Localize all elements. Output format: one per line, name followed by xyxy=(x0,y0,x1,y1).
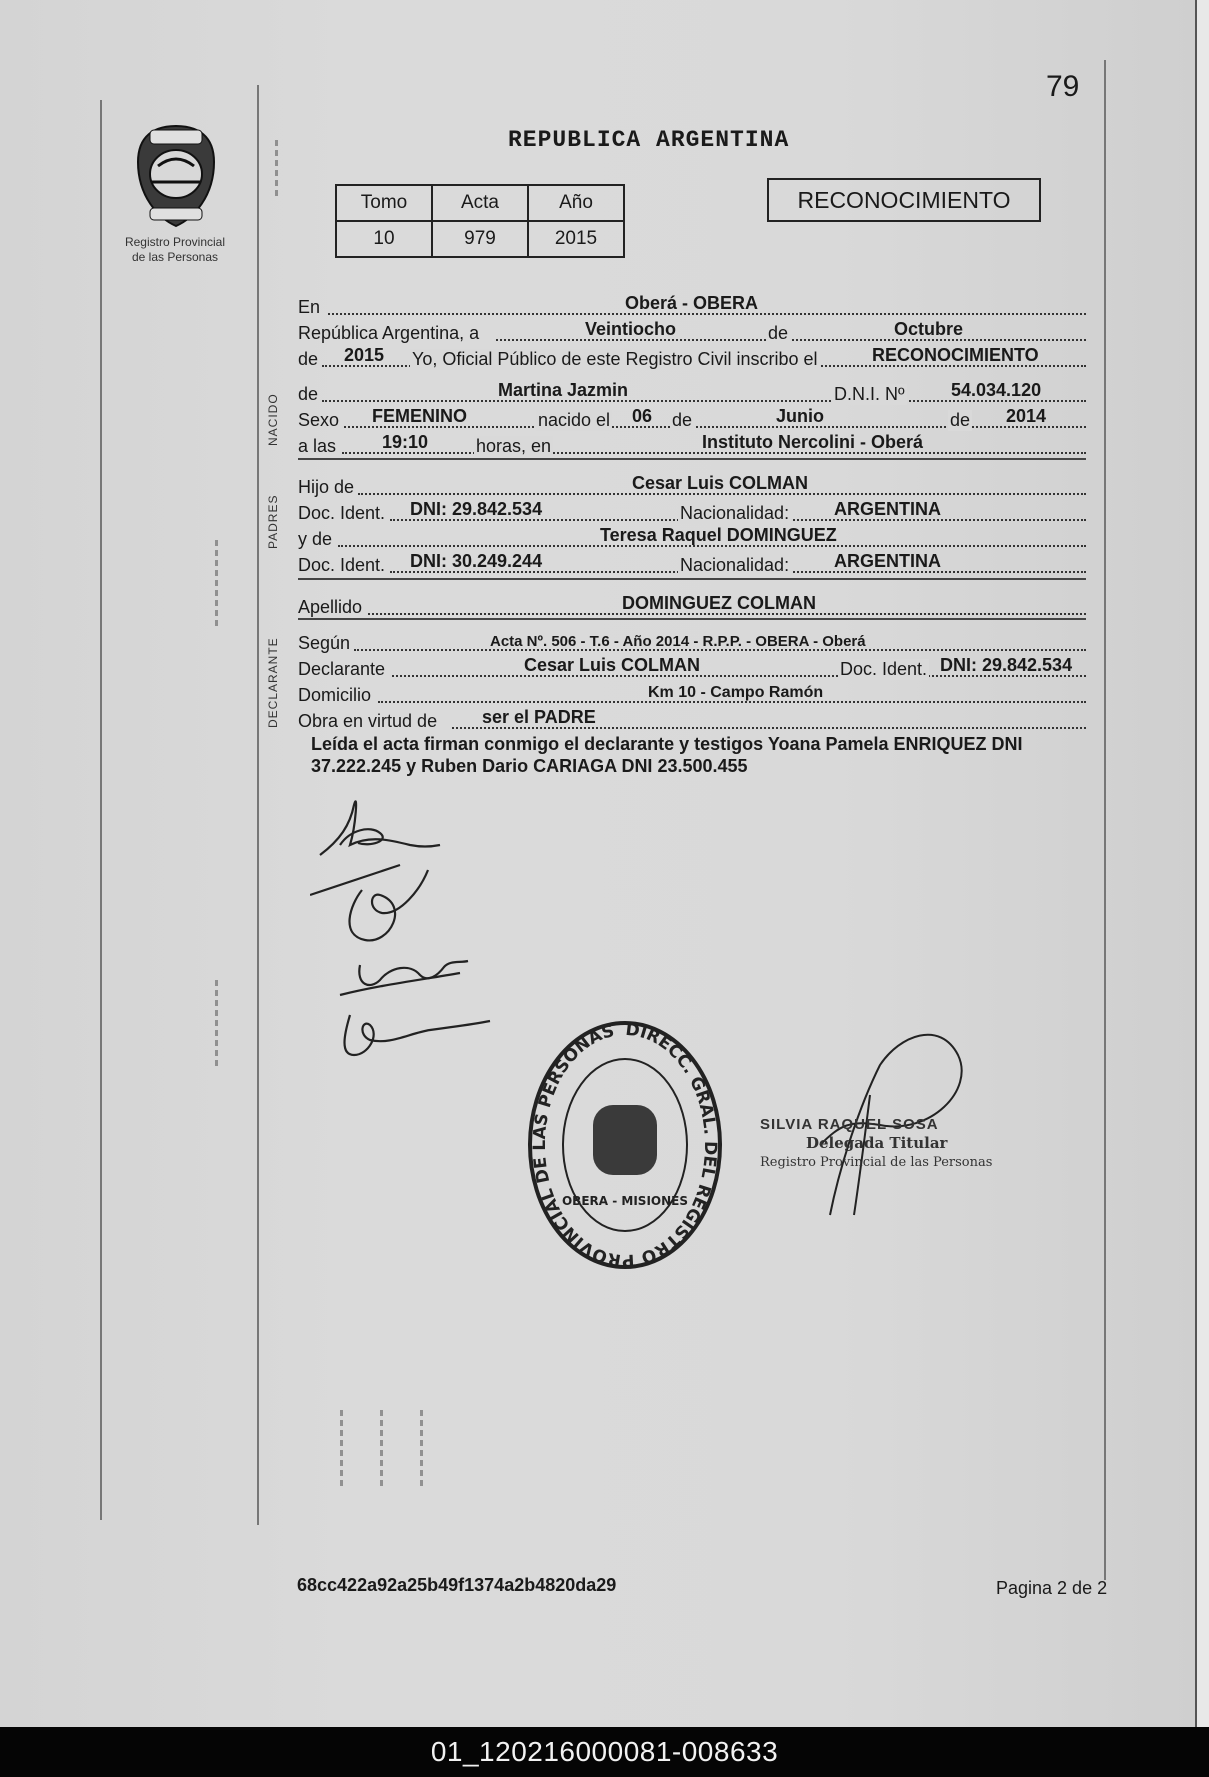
field-nac-mes: Junio xyxy=(776,406,824,426)
label-nacionalidad: Nacionalidad: xyxy=(680,555,790,575)
field-dia: Veintiocho xyxy=(585,319,677,339)
row-domicilio xyxy=(298,682,1086,706)
scan-artifact xyxy=(380,1410,383,1490)
label-de: de xyxy=(298,384,319,404)
row-lugar xyxy=(298,294,1086,318)
label-horas-en: horas, en xyxy=(476,436,552,456)
document-type-box: RECONOCIMIENTO xyxy=(767,178,1041,222)
field-anio: 2015 xyxy=(344,345,385,365)
field-madre-nacionalidad: ARGENTINA xyxy=(834,551,941,571)
field-apellido: DOMINGUEZ COLMAN xyxy=(622,593,816,613)
side-label-declarante: DECLARANTE xyxy=(266,637,280,728)
field-declarante-doc: DNI: 29.842.534 xyxy=(940,655,1073,675)
official-name: SILVIA RAQUEL SOSA xyxy=(760,1116,939,1133)
field-mes: Octubre xyxy=(894,319,964,339)
field-nac-dia: 06 xyxy=(632,406,653,426)
field-declarante: Cesar Luis COLMAN xyxy=(524,655,701,675)
label-domicilio: Domicilio xyxy=(298,685,372,705)
field-padre: Cesar Luis COLMAN xyxy=(632,473,809,493)
table-header-anio: Año xyxy=(528,185,624,221)
label-en: En xyxy=(298,297,321,317)
scan-artifact xyxy=(420,1410,423,1490)
field-nombre: Martina Jazmin xyxy=(498,380,629,400)
field-madre: Teresa Raquel DOMINGUEZ xyxy=(600,525,837,545)
seal-inner-text: OBERA - MISIONES xyxy=(561,1194,689,1208)
label-apellido: Apellido xyxy=(298,597,363,617)
row-declarante xyxy=(298,656,1086,680)
separator xyxy=(298,578,1086,580)
row-obra xyxy=(298,708,1086,732)
row-madre xyxy=(298,526,1086,550)
label-de: de xyxy=(298,349,319,369)
tomo-acta-table xyxy=(335,184,625,258)
label-obra: Obra en virtud de xyxy=(298,711,438,731)
scan-artifact xyxy=(275,140,278,200)
official-office: Registro Provincial de las Personas xyxy=(760,1155,993,1170)
scanner-edge xyxy=(1195,0,1209,1727)
label-republica: República Argentina, a xyxy=(298,323,480,343)
seal-outer-text: DIRECC. GRAL. DEL REGISTRO PROVINCIAL DE LAS PERSONAS xyxy=(529,1019,721,1271)
margin-line-right xyxy=(1104,60,1106,1580)
scan-artifact xyxy=(340,1410,343,1490)
field-sexo: FEMENINO xyxy=(372,406,468,426)
label-oficial: Yo, Oficial Público de este Registro Civil inscribo el xyxy=(412,349,818,369)
margin-line-inner xyxy=(257,85,259,1525)
separator xyxy=(298,618,1086,620)
row-apellido xyxy=(298,594,1086,618)
scan-artifact xyxy=(215,980,218,1070)
label-a-las: a las xyxy=(298,436,337,456)
label-dni: D.N.I. Nº xyxy=(834,384,905,404)
label-y-de: y de xyxy=(298,529,333,549)
scan-id-bar: 01_120216000081-008633 xyxy=(0,1727,1209,1777)
label-doc-ident: Doc. Ident. xyxy=(298,503,386,523)
table-value-acta: 979 xyxy=(432,221,528,257)
witness-signatures xyxy=(310,785,510,1075)
row-fecha xyxy=(298,320,1086,344)
logo-caption-line1: Registro Provincial xyxy=(124,235,226,249)
label-hijo-de: Hijo de xyxy=(298,477,355,497)
closing-statement: Leída el acta firman conmigo el declarante y testigos Yoana Pamela ENRIQUEZ DNI 37.222.245 y Ruben Dario CARIAGA DNI 23.500.455 xyxy=(311,734,1023,776)
label-segun: Según xyxy=(298,633,351,653)
official-title: Delegada Titular xyxy=(806,1134,948,1152)
country-title: REPUBLICA ARGENTINA xyxy=(508,127,790,153)
table-value-tomo: 10 xyxy=(336,221,432,257)
table-header-acta: Acta xyxy=(432,185,528,221)
margin-line-left xyxy=(100,100,102,1520)
scan-artifact xyxy=(215,540,218,630)
label-doc-ident: Doc. Ident. xyxy=(840,659,928,679)
label-sexo: Sexo xyxy=(298,410,340,430)
row-segun xyxy=(298,630,1086,654)
field-dni: 54.034.120 xyxy=(951,380,1042,400)
field-tipo: RECONOCIMIENTO xyxy=(872,345,1039,365)
page-number: 79 xyxy=(1046,70,1080,103)
field-obra: ser el PADRE xyxy=(482,707,596,727)
label-declarante: Declarante xyxy=(298,659,386,679)
label-nacionalidad: Nacionalidad: xyxy=(680,503,790,523)
field-hora: 19:10 xyxy=(382,432,429,452)
official-seal xyxy=(525,1015,725,1275)
row-inscripcion xyxy=(298,346,1086,370)
coat-of-arms-logo xyxy=(128,122,224,232)
label-de: de xyxy=(672,410,693,430)
side-label-padres: PADRES xyxy=(266,494,280,549)
label-doc-ident: Doc. Ident. xyxy=(298,555,386,575)
row-padre xyxy=(298,474,1086,498)
row-nombre xyxy=(298,381,1086,405)
table-value-anio: 2015 xyxy=(528,221,624,257)
logo-caption-line2: de las Personas xyxy=(131,250,219,264)
page-count: Pagina 2 de 2 xyxy=(996,1578,1108,1598)
field-madre-doc: DNI: 30.249.244 xyxy=(410,551,543,571)
separator xyxy=(298,458,1086,460)
label-de: de xyxy=(768,323,789,343)
field-lugar-nacimiento: Instituto Nercolini - Oberá xyxy=(702,432,924,452)
field-segun: Acta Nº. 506 - T.6 - Año 2014 - R.P.P. - OBERA - Oberá xyxy=(490,633,866,650)
official-block xyxy=(760,1115,992,1172)
row-sexo xyxy=(298,407,1086,431)
field-nac-anio: 2014 xyxy=(1006,406,1047,426)
field-padre-doc: DNI: 29.842.534 xyxy=(410,499,543,519)
logo-caption xyxy=(104,235,246,265)
row-madre-doc xyxy=(298,552,1086,576)
table-header-tomo: Tomo xyxy=(336,185,432,221)
field-lugar: Oberá - OBERA xyxy=(625,293,759,313)
field-domicilio: Km 10 - Campo Ramón xyxy=(648,684,824,701)
label-nacido-el: nacido el xyxy=(538,410,611,430)
row-padre-doc xyxy=(298,500,1086,524)
label-de: de xyxy=(950,410,971,430)
row-hora xyxy=(298,433,1086,457)
document-hash: 68cc422a92a25b49f1374a2b4820da29 xyxy=(297,1575,617,1595)
side-label-nacido: NACIDO xyxy=(266,393,280,446)
field-padre-nacionalidad: ARGENTINA xyxy=(834,499,941,519)
